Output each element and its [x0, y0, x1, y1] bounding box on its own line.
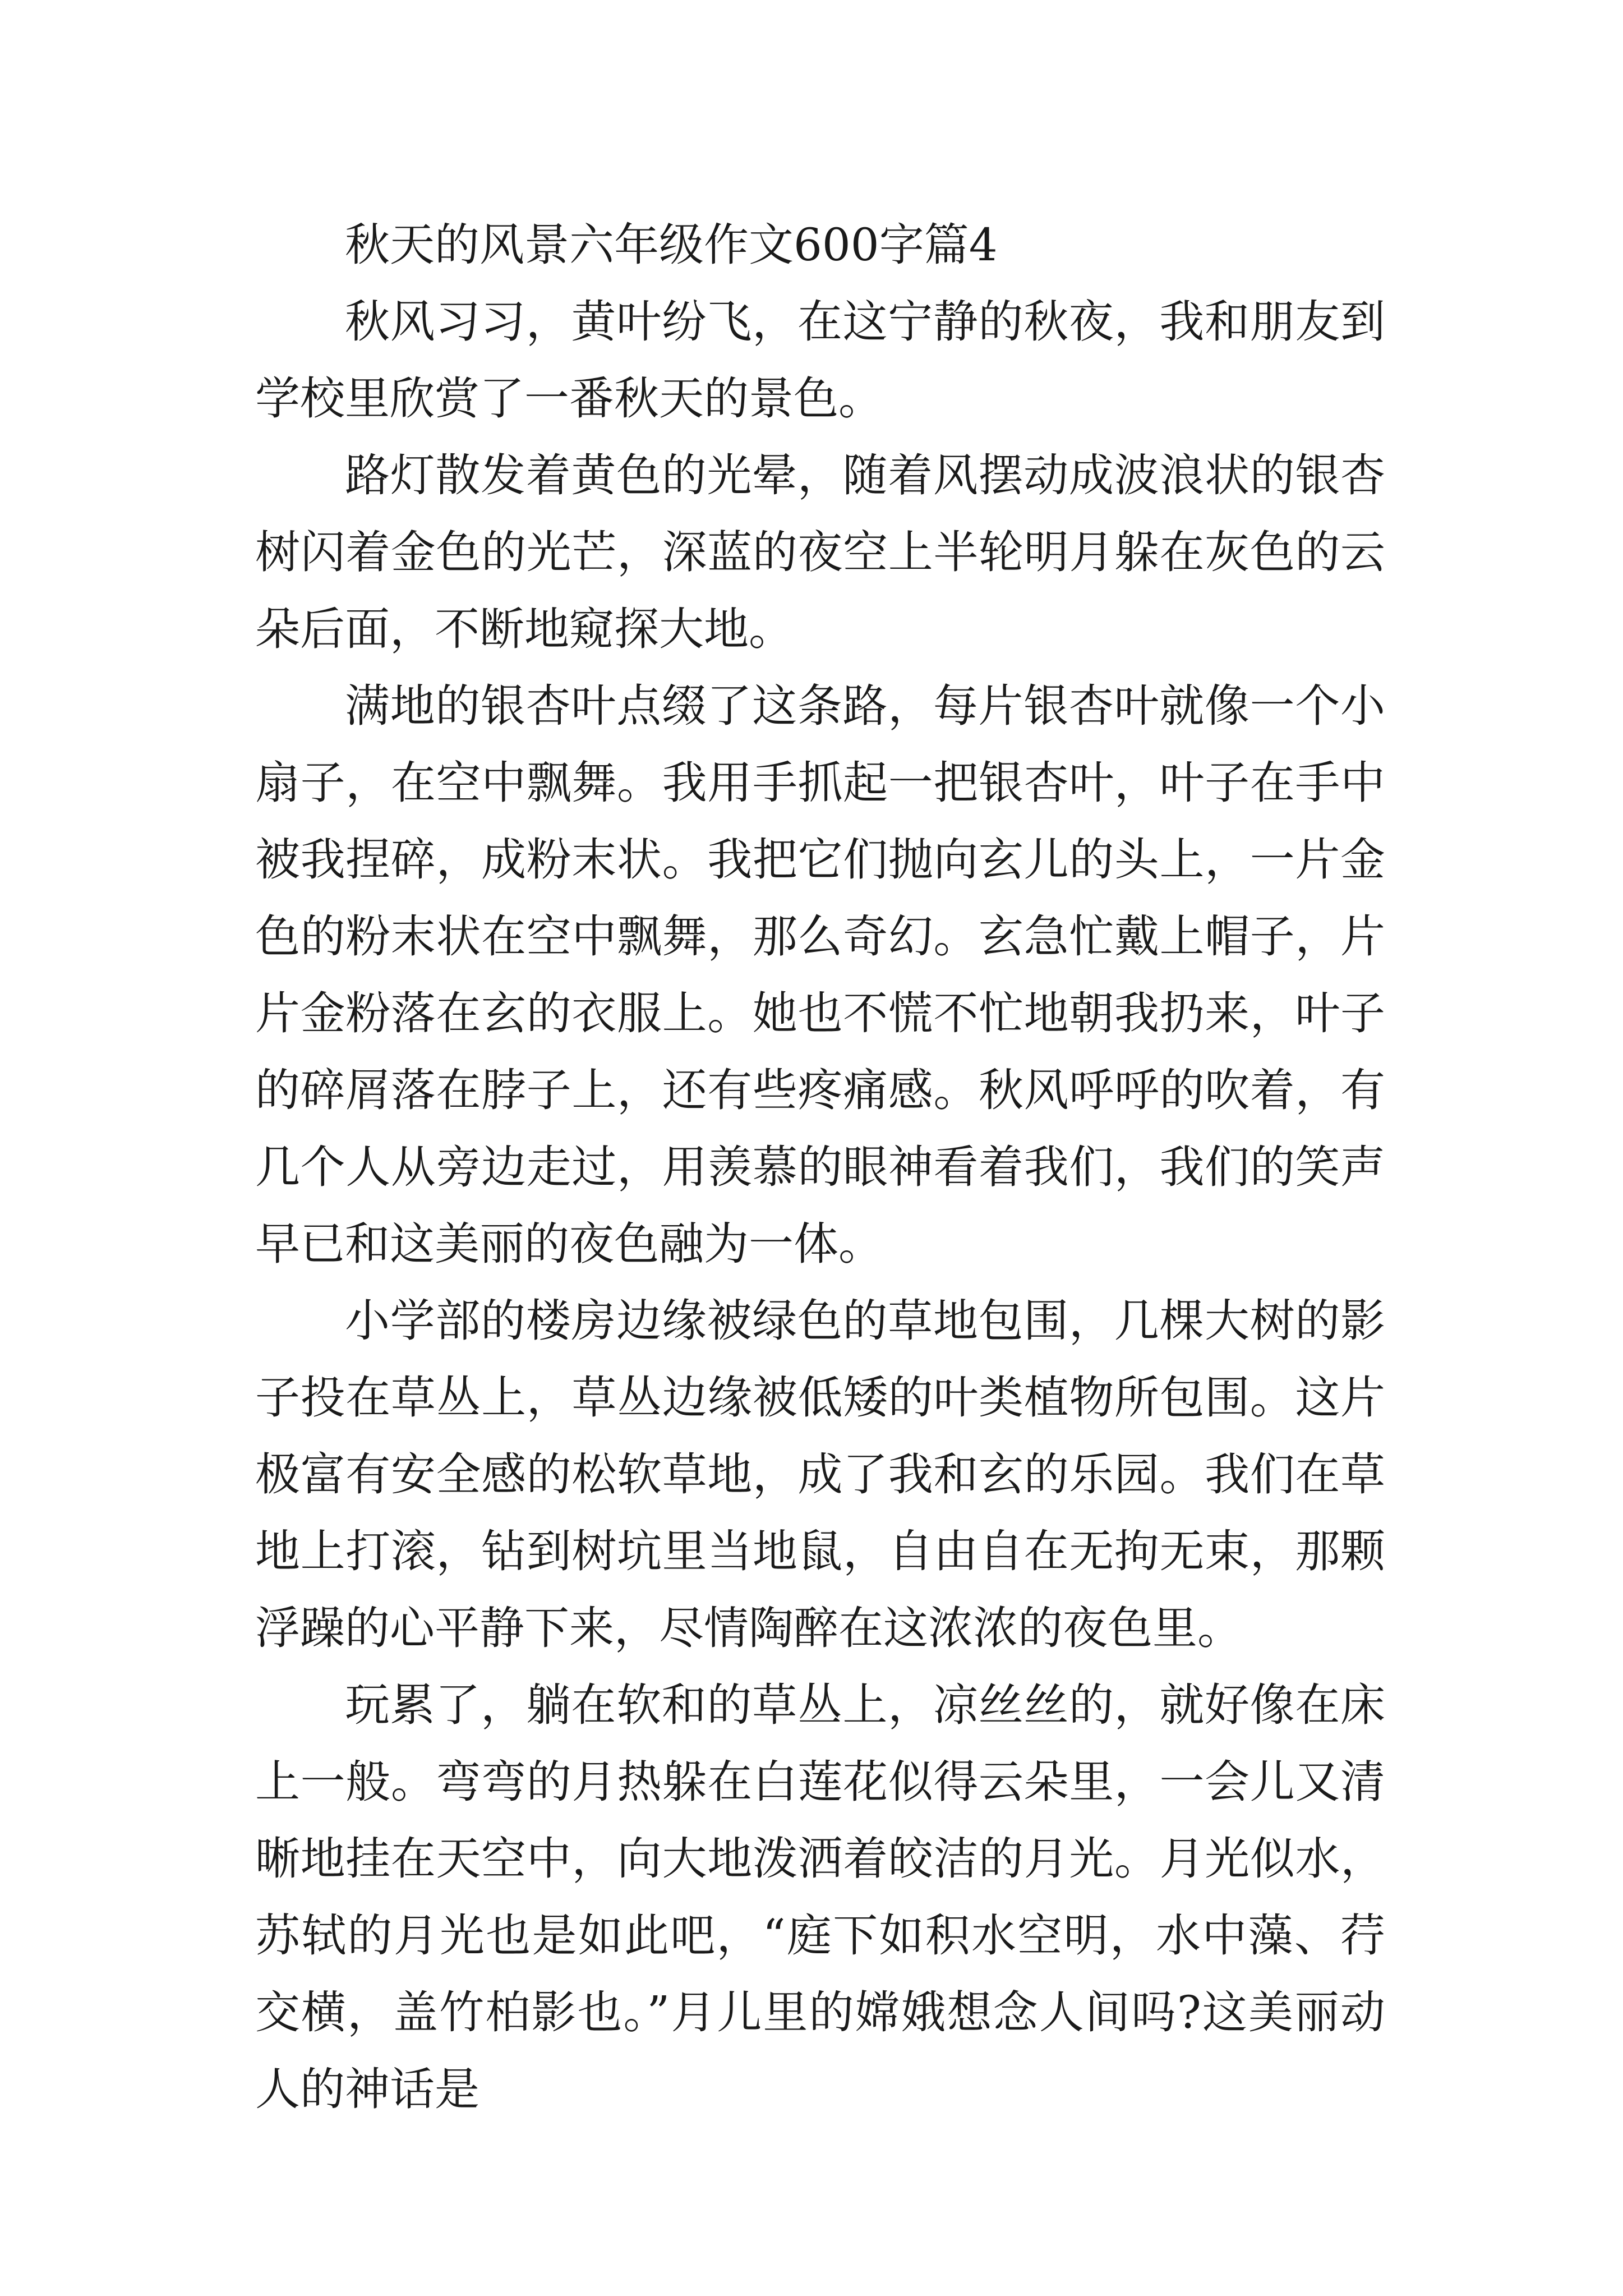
paragraph-3: 满地的银杏叶点缀了这条路，每片银杏叶就像一个小扇子，在空中飘舞。我用手抓起一把银杏叶，叶子在手中被我捏碎，成粉末状。我把它们抛向玄儿的头上，一片金色的粉末状在空中飘舞，那么奇幻。玄急忙戴上帽子，片片金粉落在玄的衣服上。她也不慌不忙地朝我扔来，叶子的碎屑落在脖子上，还有些疼痛感。秋风呼呼的吹着，有几个人从旁边走过，用羡慕的眼神看着我们，我们的笑声早已和这美丽的夜色融为一体。 — [255, 680, 1385, 1270]
paragraph-1: 秋风习习，黄叶纷飞，在这宁静的秋夜，我和朋友到学校里欣赏了一番秋天的景色。 — [255, 296, 1385, 425]
paragraph-4: 小学部的楼房边缘被绿色的草地包围，几棵大树的影子投在草丛上，草丛边缘被低矮的叶类植物所包围。这片极富有安全感的松软草地，成了我和玄的乐园。我们在草地上打滚，钻到树坑里当地鼠，自由自在无拘无束，那颗浮躁的心平静下来，尽情陶醉在这浓浓的夜色里。 — [255, 1295, 1385, 1654]
paragraph-5: 玩累了，躺在软和的草丛上，凉丝丝的，就好像在床上一般。弯弯的月热躲在白莲花似得云朵里，一会儿又清晰地挂在天空中，向大地泼洒着皎洁的月光。月光似水，苏轼的月光也是如此吧，“庭下如积水空明，水中藻、荇交横，盖竹柏影也。”月儿里的嫦娥想念人间吗?这美丽动人的神话是 — [255, 1679, 1385, 2115]
paragraph-2: 路灯散发着黄色的光晕，随着风摆动成波浪状的银杏树闪着金色的光芒，深蓝的夜空上半轮明月躲在灰色的云朵后面，不断地窥探大地。 — [255, 449, 1385, 655]
essay-title: 秋天的风景六年级作文600字篇4 — [345, 219, 998, 271]
document-body — [255, 206, 1385, 2128]
